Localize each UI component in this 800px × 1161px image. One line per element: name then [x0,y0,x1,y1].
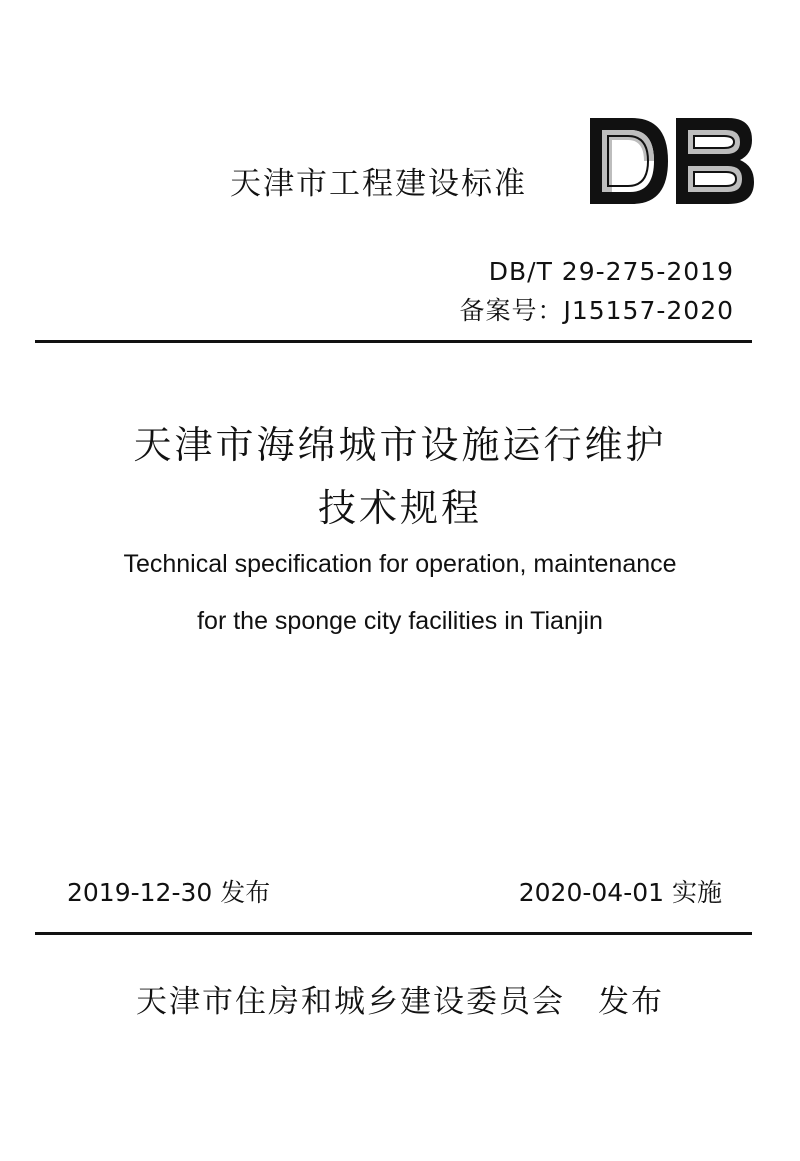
english-title-line-1: Technical specification for operation, maintenance [123,550,677,578]
implementation-date: 2020-04-01 实施 [518,878,722,907]
chinese-title-line-2: 技术规程 [317,486,482,530]
top-divider [35,340,752,343]
chinese-title-line-1: 天津市海绵城市设施运行维护 [133,423,667,467]
english-title-line-2: for the sponge city facilities in Tianjin [197,607,603,635]
bottom-divider [35,932,752,935]
issuing-authority: 天津市住房和城乡建设委员会 发布 [136,984,664,1020]
standard-category-label: 天津市工程建设标准 [230,166,527,202]
standard-number: DB/T 29-275-2019 [488,257,734,286]
db-logo [588,116,756,206]
record-number: 备案号：J15157-2020 [459,296,734,325]
publish-date: 2019-12-30 发布 [67,878,271,907]
